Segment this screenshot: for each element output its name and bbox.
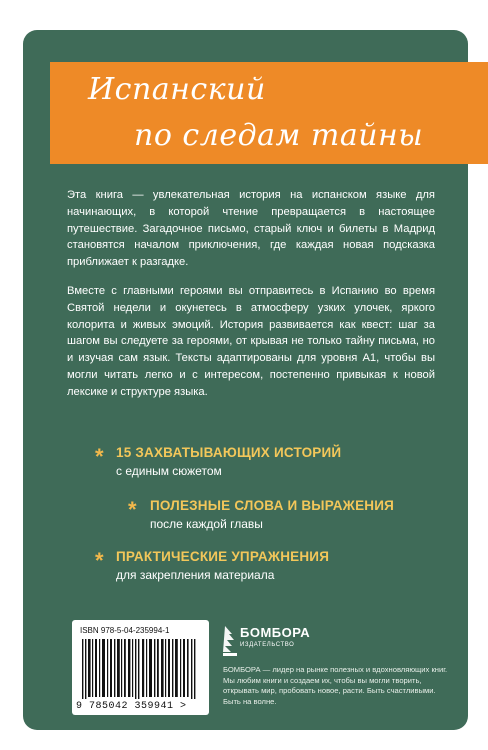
asterisk-icon: * (128, 497, 137, 522)
publisher-note: БОМБОРА — лидер на рынке полезных и вдохновляющих книг. Мы любим книги и создаем их, чтобы вы могли творить, открывать мир, пробовать новое, расти. Быть счастливыми. Быть на волне. (223, 665, 448, 706)
feature-1-title: 15 ЗАХВАТЫВАЮЩИХ ИСТОРИЙ (116, 445, 342, 460)
feature-3-title: ПРАКТИЧЕСКИЕ УПРАЖНЕНИЯ (116, 549, 330, 564)
feature-3-subtitle: для закрепления материала (116, 568, 275, 582)
feature-2-title: ПОЛЕЗНЫЕ СЛОВА И ВЫРАЖЕНИЯ (150, 498, 395, 513)
asterisk-icon: * (95, 548, 104, 573)
barcode-bars (82, 639, 200, 699)
publisher-name: БОМБОРА (240, 625, 311, 640)
barcode-label (72, 620, 209, 715)
isbn-number: ISBN 978-5-04-235994-1 (80, 626, 170, 635)
asterisk-icon: * (95, 444, 104, 469)
title-line-1: Испанский (88, 72, 266, 107)
description-paragraph-2: Вместе с главными героями вы отправитесь в Испанию во время Святой недели и окунетесь в атмосферу узких улочек, яркого колорита и живых эмоций. История развивается как квест: шаг за шагом вы следуете за героями, от крывая не только тайну письма, но и изучая сам язык. Тексты адаптированы для уровня А1, чтобы вы могли читать легко и с интересом, постепенно привыкая к новой лексике и структуре языка. (67, 285, 435, 398)
description-paragraph-1: Эта книга — увлекательная история на испанском языке для начинающих, в которой чтение превращается в настоящее путешествие. Загадочное письмо, старый ключ и билеты в Мадрид становятся началом приключения, где каждая новая подсказка приближает к разгадке. (67, 189, 435, 269)
feature-1-subtitle: с единым сюжетом (116, 464, 222, 478)
publisher-subtitle: ИЗДАТЕЛЬСТВО (240, 642, 295, 648)
title-line-2: по следам тайны (134, 118, 424, 153)
feature-2-subtitle: после каждой главы (150, 517, 263, 531)
barcode-digits: 9 785042 359941 > (76, 701, 187, 712)
